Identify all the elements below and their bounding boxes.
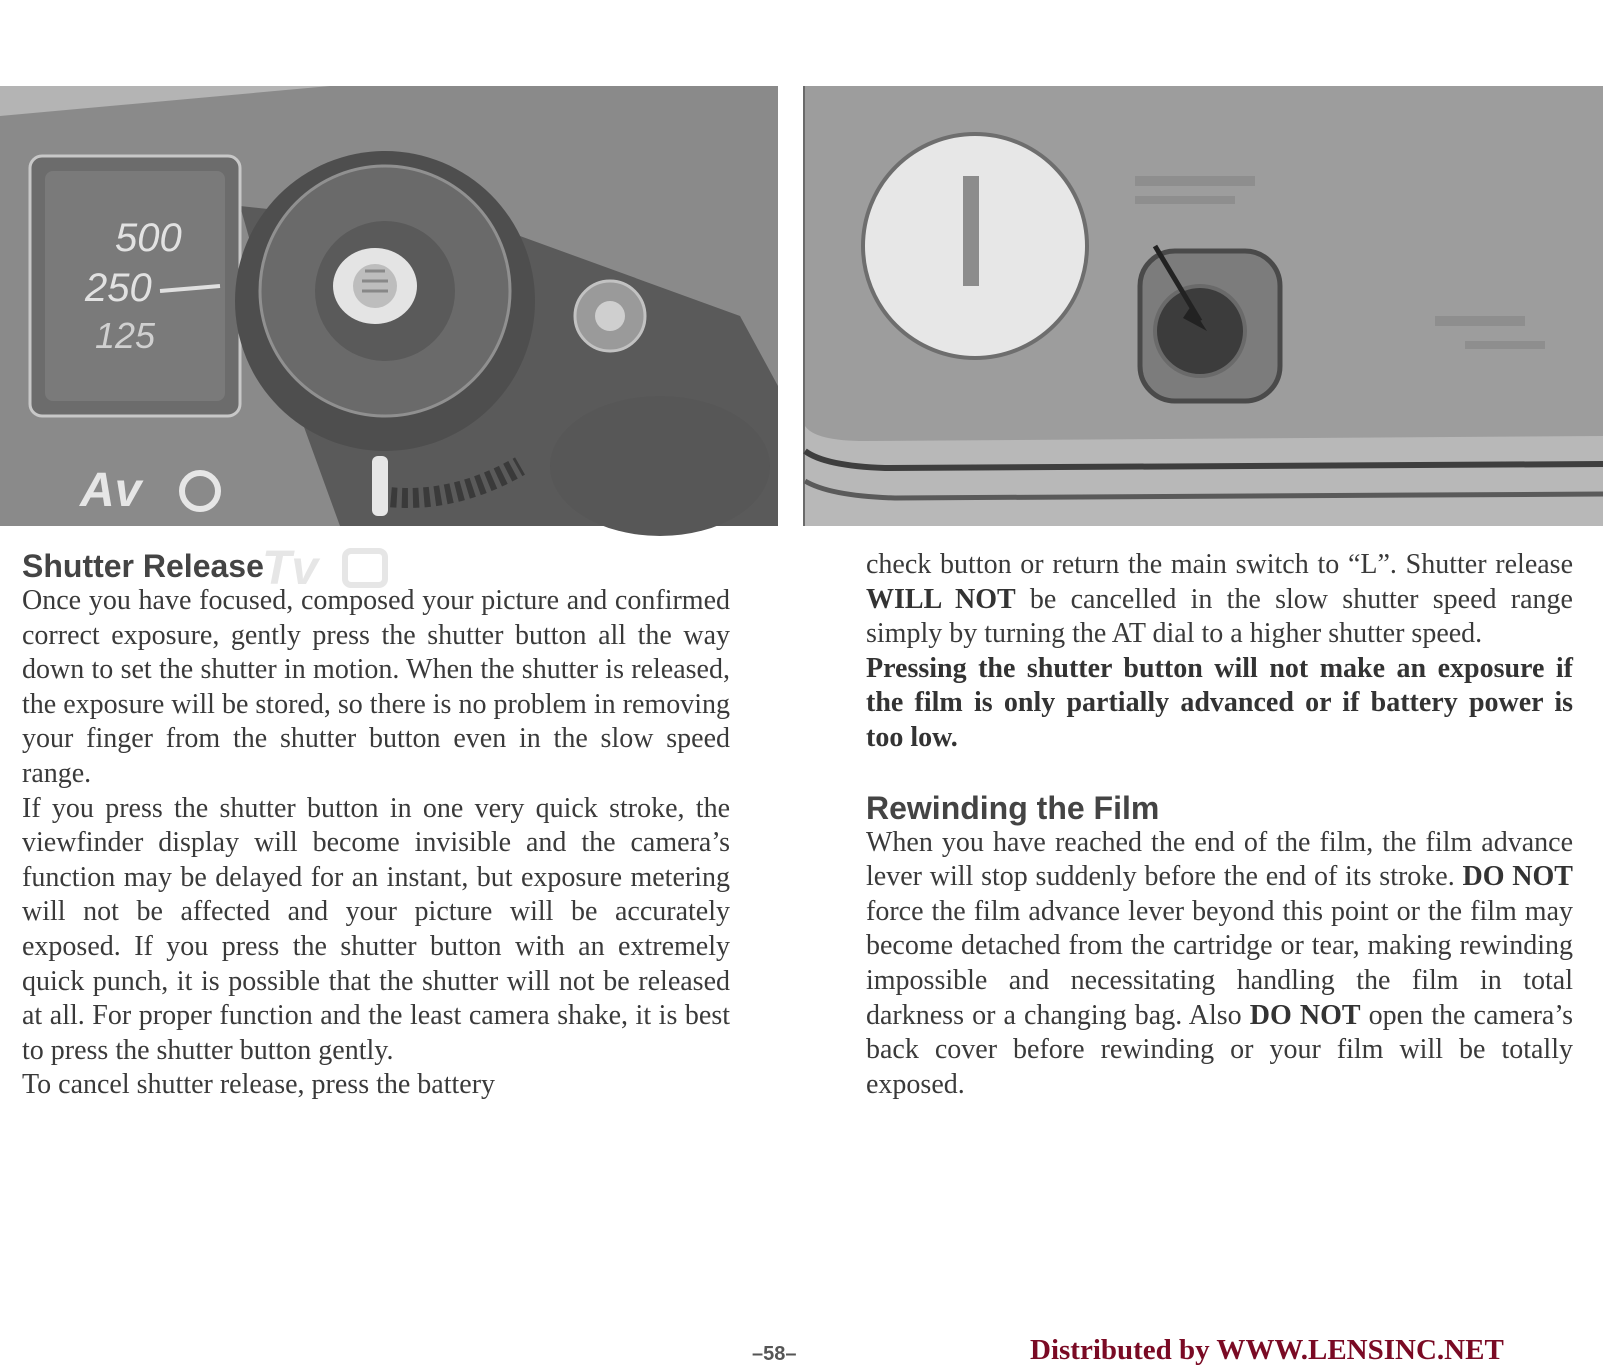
dial-number-500: 500 [115,216,182,260]
mode-tv-label: Tv [262,542,319,595]
cancel-release-text-a: check button or return the main switch to “L”. Shutter release [866,549,1573,580]
shutter-release-paragraph-3: To cancel shutter release, press the battery [22,1069,496,1101]
rewind-text-c: force the film advance lever beyond this point or the film may become detached from the cartridge or tear, making rewinding impossible and necessitating handling the film in total darkness or a changing bag. Also [866,895,1573,1031]
shutter-release-paragraph-2: If you press the shutter button in one very quick stroke, the viewfinder display will become invisible and the camera’s function may be delayed for an instant, but exposure metering will not be affected and your picture will be accurately exposed. If you press the shutter button with an extremely quick punch, it is possible that the shutter will not be released at all. For proper function and the least camera shake, it is best to press the shutter button gently. [22,792,730,1066]
rewind-text-a: When you have reached the end of the film, the film advance lever will stop suddenly before the end of its stroke. [866,826,1573,893]
do-not-emphasis-1: DO NOT [1462,861,1573,893]
cancel-release-paragraph [866,548,1573,652]
rewinding-film-heading: Rewinding the Film [866,789,1160,826]
page-number: –58– [752,1343,797,1365]
shutter-release-heading: Shutter Release [22,548,264,584]
battery-check-photo [803,86,1603,526]
left-column [22,548,730,1103]
battery-check-illustration [805,86,1603,526]
right-column [866,548,1573,1102]
dial-number-125: 125 [95,315,156,356]
distributor-credit: Distributed by WWW.LENSINC.NET [1030,1334,1504,1366]
rewind-text-e: open the camera’s back cover before rewinding or your film will be totally exposed. [866,999,1574,1100]
shutter-release-paragraph-1: Once you have focused, composed your picture and confirmed correct exposure, gently press the shutter button all the way down to set the shutter in motion. When the shutter is released, the exposure will be stored, so there is no problem in removing your finger from the shutter button even in the slow speed range. [22,585,730,789]
partial-advance-warning: Pressing the shutter button will not make an exposure if the film is only partially advanced or if battery power is too low. [866,652,1573,753]
cancel-release-text-c: be cancelled in the slow shutter speed range simply by turning the AT dial to a higher shutter speed. [866,583,1573,650]
mode-av-label: Av [80,464,142,517]
dial-number-250: 250 [85,266,152,310]
will-not-emphasis: WILL NOT [866,583,1016,615]
do-not-emphasis-2: DO NOT [1249,999,1361,1031]
rewinding-film-paragraph [866,826,1573,1103]
